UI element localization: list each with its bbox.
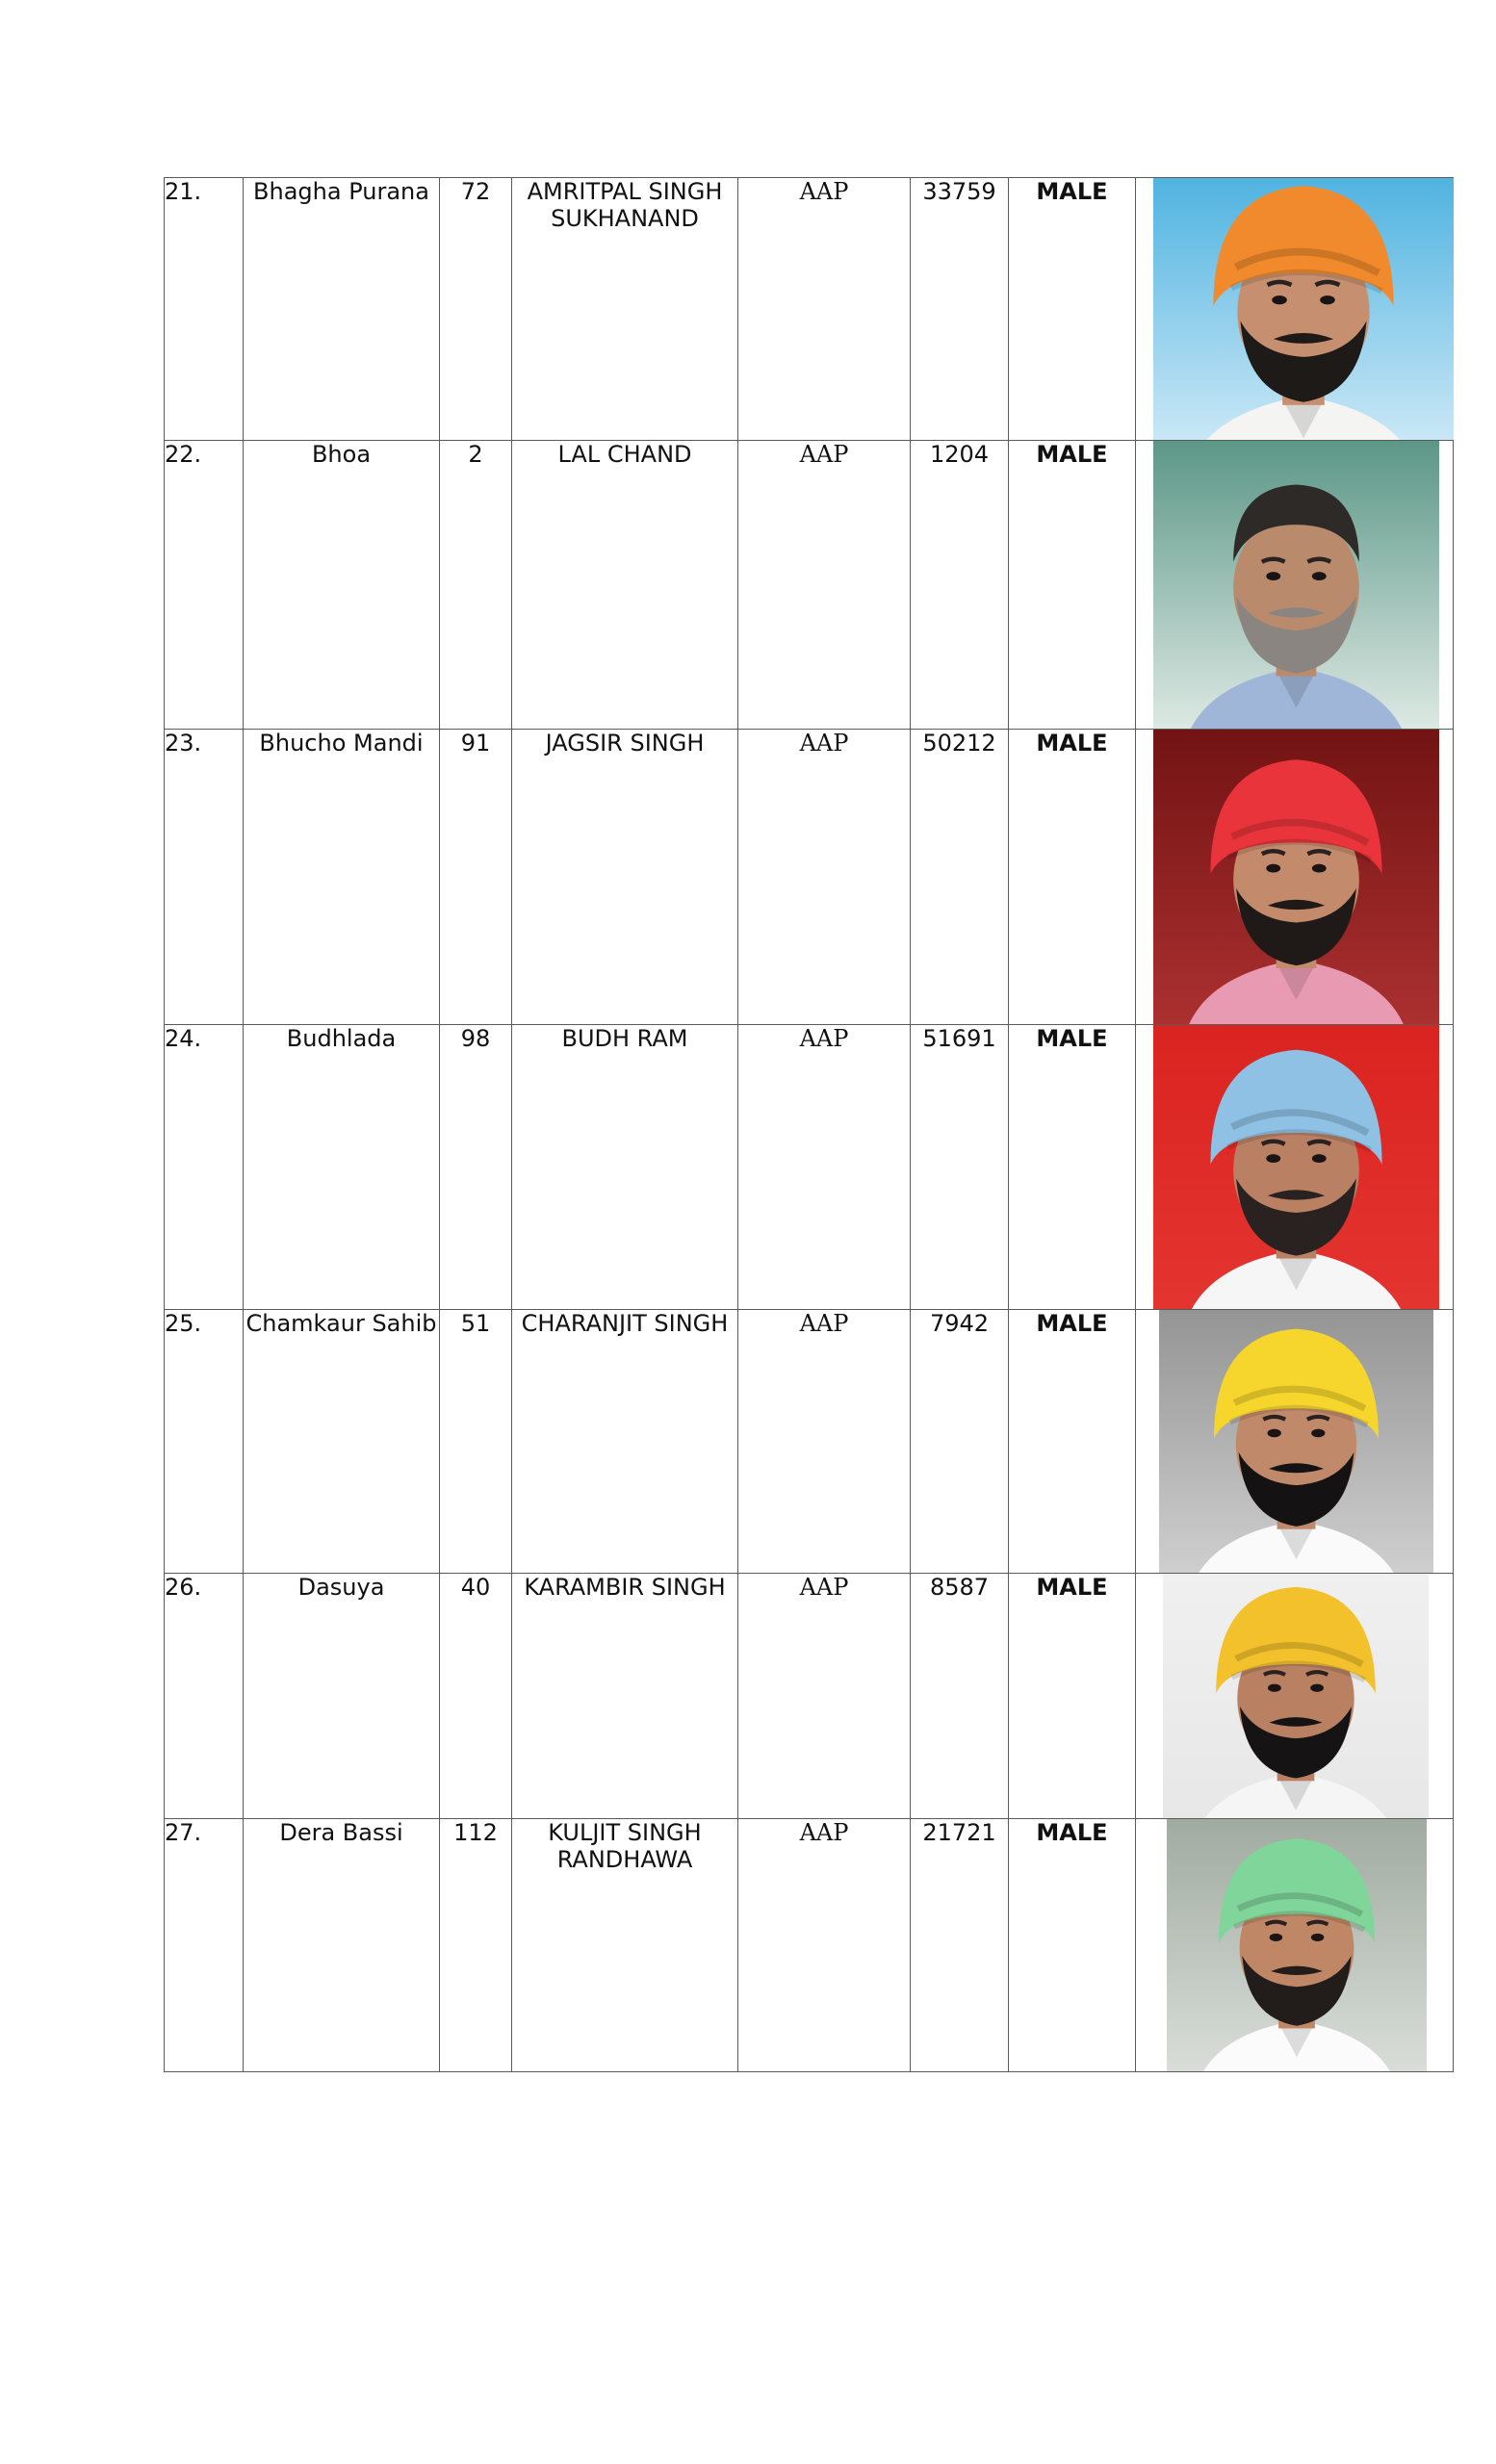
candidate-photo <box>1153 178 1454 440</box>
constituency-number: 51 <box>440 1310 512 1574</box>
serial-number: 21. <box>165 178 244 441</box>
party: AAP <box>738 178 911 441</box>
constituency-number: 72 <box>440 178 512 441</box>
serial-number: 24. <box>165 1025 244 1310</box>
photo-cell <box>1136 1819 1454 2072</box>
party: AAP <box>738 441 911 730</box>
constituency: Bhagha Purana <box>244 178 440 441</box>
candidate-photo <box>1153 1025 1439 1309</box>
votes: 33759 <box>911 178 1009 441</box>
candidate-name: KARAMBIR SINGH <box>512 1574 738 1819</box>
photo-cell <box>1136 1310 1454 1574</box>
constituency: Chamkaur Sahib <box>244 1310 440 1574</box>
constituency: Budhlada <box>244 1025 440 1310</box>
candidate-name: BUDH RAM <box>512 1025 738 1310</box>
candidate-name: AMRITPAL SINGH SUKHANAND <box>512 178 738 441</box>
constituency-number: 2 <box>440 441 512 730</box>
candidate-photo-svg <box>1153 730 1439 1024</box>
table-row <box>165 730 1454 1025</box>
candidate-photo-svg <box>1153 1025 1439 1309</box>
table-row <box>165 1819 1454 2072</box>
candidate-photo-svg <box>1153 441 1439 729</box>
candidate-name: JAGSIR SINGH <box>512 730 738 1025</box>
candidate-name: CHARANJIT SINGH <box>512 1310 738 1574</box>
party: AAP <box>738 1025 911 1310</box>
constituency-number: 40 <box>440 1574 512 1819</box>
constituency-number: 112 <box>440 1819 512 2072</box>
votes: 7942 <box>911 1310 1009 1574</box>
constituency-number: 91 <box>440 730 512 1025</box>
constituency: Dera Bassi <box>244 1819 440 2072</box>
gender: MALE <box>1009 1574 1136 1819</box>
party: AAP <box>738 1574 911 1819</box>
table-row <box>165 441 1454 730</box>
serial-number: 27. <box>165 1819 244 2072</box>
serial-number: 22. <box>165 441 244 730</box>
candidate-photo <box>1153 730 1439 1024</box>
photo-cell <box>1136 441 1454 730</box>
photo-cell <box>1136 178 1454 441</box>
photo-cell <box>1136 1025 1454 1310</box>
gender: MALE <box>1009 1819 1136 2072</box>
party: AAP <box>738 1819 911 2072</box>
constituency-number: 98 <box>440 1025 512 1310</box>
votes: 21721 <box>911 1819 1009 2072</box>
votes: 8587 <box>911 1574 1009 1819</box>
party: AAP <box>738 730 911 1025</box>
gender: MALE <box>1009 1025 1136 1310</box>
party: AAP <box>738 1310 911 1574</box>
candidate-photo <box>1167 1819 1427 2071</box>
table-row <box>165 1574 1454 1819</box>
serial-number: 25. <box>165 1310 244 1574</box>
candidate-photo-svg <box>1163 1574 1429 1818</box>
candidate-photo <box>1153 441 1439 729</box>
gender: MALE <box>1009 178 1136 441</box>
serial-number: 26. <box>165 1574 244 1819</box>
votes: 50212 <box>911 730 1009 1025</box>
candidate-photo-svg <box>1153 178 1454 440</box>
candidate-photo-svg <box>1159 1310 1433 1573</box>
table-row <box>165 1025 1454 1310</box>
candidate-photo <box>1163 1574 1429 1818</box>
candidates-table <box>164 177 1454 2072</box>
gender: MALE <box>1009 730 1136 1025</box>
constituency: Dasuya <box>244 1574 440 1819</box>
photo-cell <box>1136 730 1454 1025</box>
votes: 1204 <box>911 441 1009 730</box>
photo-cell <box>1136 1574 1454 1819</box>
table-row <box>165 1310 1454 1574</box>
candidate-name: KULJIT SINGH RANDHAWA <box>512 1819 738 2072</box>
candidate-name: LAL CHAND <box>512 441 738 730</box>
candidate-photo-svg <box>1167 1819 1427 2071</box>
gender: MALE <box>1009 441 1136 730</box>
serial-number: 23. <box>165 730 244 1025</box>
table-row <box>165 178 1454 441</box>
constituency: Bhucho Mandi <box>244 730 440 1025</box>
votes: 51691 <box>911 1025 1009 1310</box>
gender: MALE <box>1009 1310 1136 1574</box>
candidate-photo <box>1159 1310 1433 1573</box>
constituency: Bhoa <box>244 441 440 730</box>
